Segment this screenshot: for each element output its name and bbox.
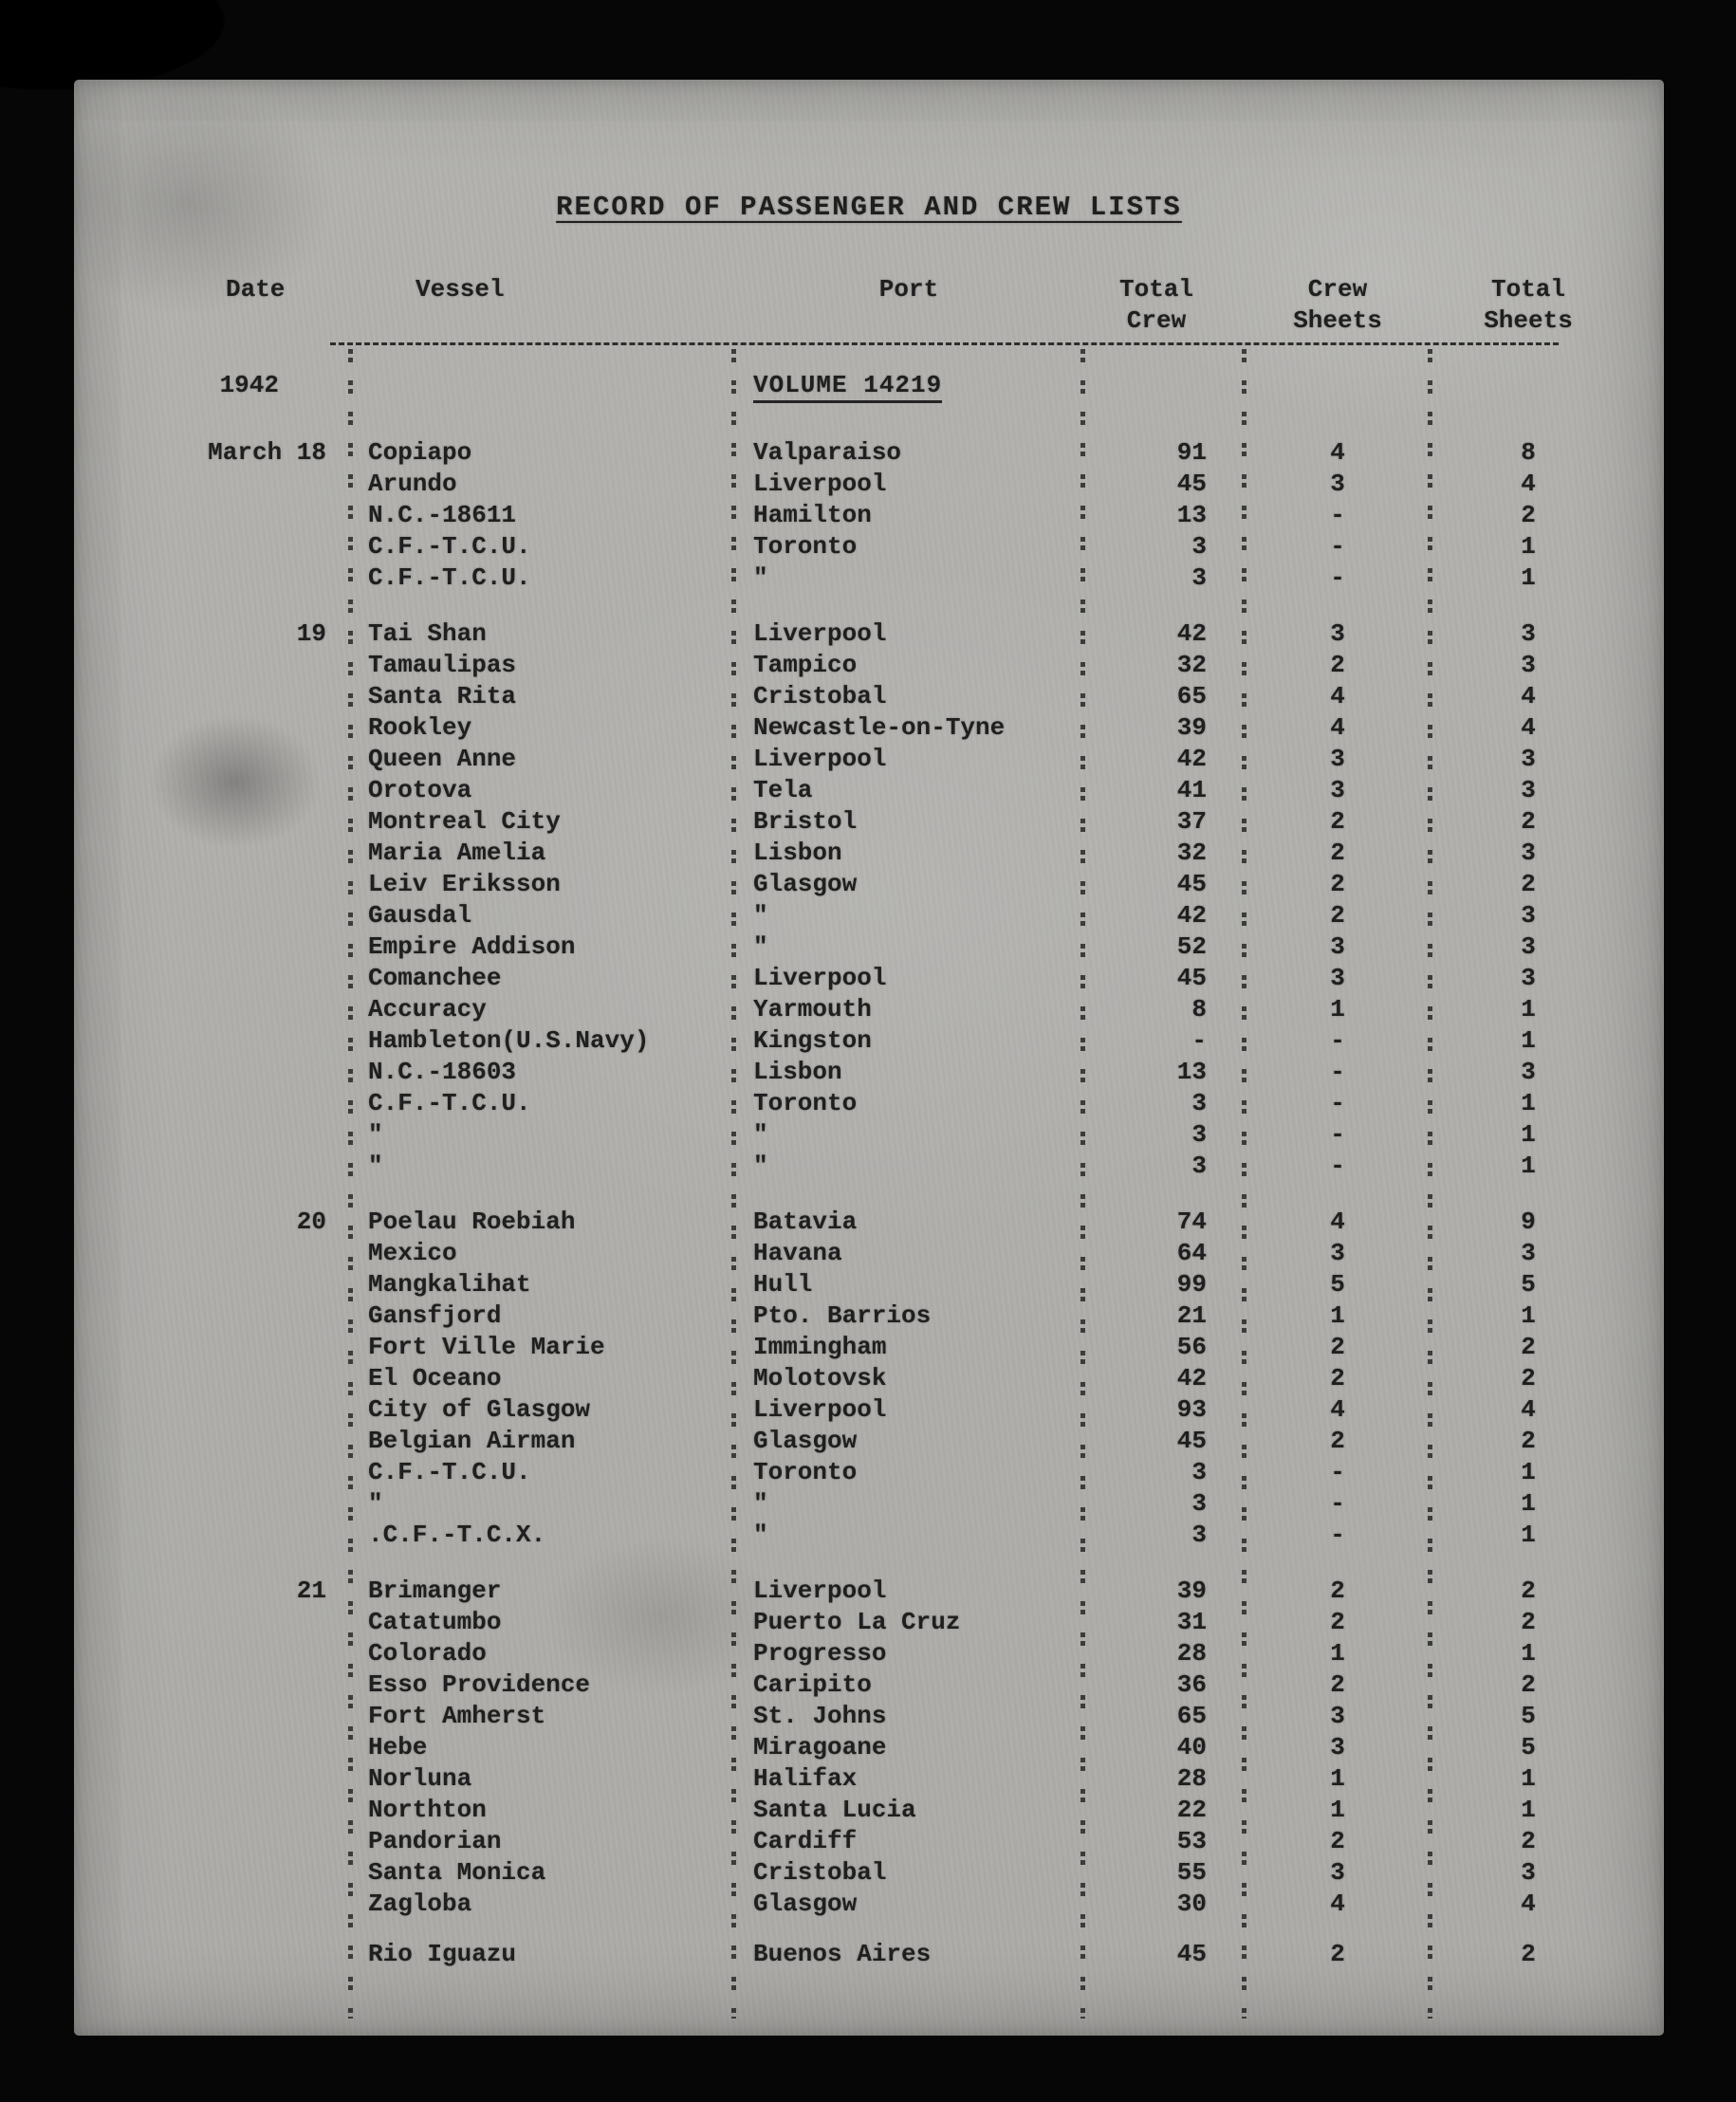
total-crew-cell: 41 <box>1176 776 1207 804</box>
col-header-total-crew-line2: Crew <box>1126 306 1187 335</box>
crew-sheets-cell: 2 <box>1330 1608 1345 1636</box>
vessel-cell: " <box>368 1152 383 1180</box>
crew-sheets-cell: 3 <box>1330 1702 1345 1730</box>
total-crew-cell: 65 <box>1176 1702 1207 1730</box>
vessel-cell: Pandorian <box>368 1827 502 1855</box>
total-crew-cell: 42 <box>1176 901 1207 930</box>
crew-sheets-cell: 2 <box>1330 1364 1345 1392</box>
total-crew-cell: 8 <box>1191 995 1207 1023</box>
total-crew-cell: 28 <box>1176 1639 1207 1668</box>
crew-sheets-cell: - <box>1330 501 1345 529</box>
total-crew-cell: 52 <box>1176 932 1207 961</box>
crew-sheets-cell: - <box>1330 1120 1345 1149</box>
crew-sheets-cell: 2 <box>1330 1333 1345 1361</box>
port-cell: Lisbon <box>753 839 842 867</box>
column-separator-5 <box>1428 349 1432 2019</box>
total-sheets-cell: 1 <box>1521 1120 1536 1149</box>
vessel-cell: N.C.-18603 <box>368 1058 517 1086</box>
total-crew-cell: 3 <box>1191 1458 1207 1486</box>
port-cell: Cristobal <box>753 1858 887 1887</box>
vessel-cell: Brimanger <box>368 1576 502 1605</box>
port-cell: Liverpool <box>753 1395 887 1424</box>
total-crew-cell: 3 <box>1191 563 1207 592</box>
total-crew-cell: 30 <box>1176 1890 1207 1918</box>
vessel-cell: .C.F.-T.C.X. <box>368 1521 546 1549</box>
total-sheets-cell: 4 <box>1521 1890 1536 1918</box>
vessel-cell: Comanchee <box>368 964 502 992</box>
crew-sheets-cell: - <box>1330 1458 1345 1486</box>
port-cell: Havana <box>753 1239 842 1267</box>
port-cell: Molotovsk <box>753 1364 887 1392</box>
crew-sheets-cell: 2 <box>1330 901 1345 930</box>
document-title: RECORD OF PASSENGER AND CREW LISTS <box>556 192 1182 223</box>
crew-sheets-cell: 4 <box>1330 438 1345 467</box>
total-crew-cell: 3 <box>1191 532 1207 561</box>
total-crew-cell: 3 <box>1191 1152 1207 1180</box>
total-sheets-cell: 3 <box>1521 901 1536 930</box>
port-cell: Glasgow <box>753 870 858 898</box>
col-header-total-sheets-line2: Sheets <box>1484 306 1573 335</box>
crew-sheets-cell: 1 <box>1330 1301 1345 1330</box>
port-cell: Liverpool <box>753 619 887 648</box>
column-separator-3 <box>1080 349 1085 2019</box>
total-sheets-cell: 3 <box>1521 1239 1536 1267</box>
total-sheets-cell: 3 <box>1521 619 1536 648</box>
total-crew-cell: 65 <box>1176 682 1207 710</box>
document-page <box>74 80 1664 2036</box>
vessel-cell: Rookley <box>368 713 472 742</box>
vessel-cell: " <box>368 1489 383 1518</box>
vessel-cell: Northton <box>368 1796 487 1824</box>
total-crew-cell: 39 <box>1176 713 1207 742</box>
total-sheets-cell: 2 <box>1521 1608 1536 1636</box>
crew-sheets-cell: 3 <box>1330 470 1345 498</box>
port-cell: " <box>753 1489 768 1518</box>
total-crew-cell: 13 <box>1176 501 1207 529</box>
port-cell: " <box>753 901 768 930</box>
crew-sheets-cell: 3 <box>1330 619 1345 648</box>
vessel-cell: C.F.-T.C.U. <box>368 1089 531 1117</box>
total-sheets-cell: 2 <box>1521 870 1536 898</box>
vessel-cell: City of Glasgow <box>368 1395 591 1424</box>
total-crew-cell: 91 <box>1176 438 1207 467</box>
col-header-port-label: Port <box>878 275 939 304</box>
total-sheets-cell: 3 <box>1521 776 1536 804</box>
total-sheets-cell: 3 <box>1521 745 1536 773</box>
port-cell: " <box>753 1152 768 1180</box>
total-sheets-cell: 4 <box>1521 713 1536 742</box>
col-header-total-crew <box>1095 274 1218 337</box>
total-crew-cell: 21 <box>1176 1301 1207 1330</box>
port-cell: Puerto La Cruz <box>753 1608 961 1636</box>
port-cell: Miragoane <box>753 1733 887 1761</box>
total-sheets-cell: 1 <box>1521 1521 1536 1549</box>
port-cell: Kingston <box>753 1026 872 1055</box>
vessel-cell: Orotova <box>368 776 472 804</box>
total-crew-cell: 40 <box>1176 1733 1207 1761</box>
total-crew-cell: 42 <box>1176 745 1207 773</box>
total-sheets-cell: 1 <box>1521 1301 1536 1330</box>
vessel-cell: Leiv Eriksson <box>368 870 561 898</box>
total-crew-cell: 36 <box>1176 1670 1207 1699</box>
total-sheets-cell: 1 <box>1521 1764 1536 1793</box>
port-cell: " <box>753 1521 768 1549</box>
total-crew-cell: 13 <box>1176 1058 1207 1086</box>
vessel-cell: El Oceano <box>368 1364 502 1392</box>
total-sheets-cell: 1 <box>1521 1796 1536 1824</box>
port-cell: Tampico <box>753 651 858 679</box>
crew-sheets-cell: 2 <box>1330 807 1345 836</box>
crew-sheets-cell: 2 <box>1330 1427 1345 1455</box>
total-crew-cell: 32 <box>1176 651 1207 679</box>
crew-sheets-cell: 2 <box>1330 1576 1345 1605</box>
crew-sheets-cell: 2 <box>1330 839 1345 867</box>
vessel-cell: Empire Addison <box>368 932 576 961</box>
port-cell: St. Johns <box>753 1702 887 1730</box>
col-header-crew-sheets <box>1271 274 1404 337</box>
vessel-cell: Montreal City <box>368 807 561 836</box>
vessel-cell: C.F.-T.C.U. <box>368 532 531 561</box>
total-crew-cell: - <box>1191 1026 1207 1055</box>
total-crew-cell: 22 <box>1176 1796 1207 1824</box>
crew-sheets-cell: 3 <box>1330 932 1345 961</box>
total-crew-cell: 45 <box>1176 1940 1207 1968</box>
total-crew-cell: 31 <box>1176 1608 1207 1636</box>
total-sheets-cell: 1 <box>1521 1152 1536 1180</box>
col-header-total-sheets-line1: Total <box>1490 275 1565 304</box>
total-crew-cell: 56 <box>1176 1333 1207 1361</box>
port-cell: Caripito <box>753 1670 872 1699</box>
total-sheets-cell: 5 <box>1521 1270 1536 1299</box>
crew-sheets-cell: 3 <box>1330 745 1345 773</box>
total-sheets-cell: 2 <box>1521 1364 1536 1392</box>
total-crew-cell: 37 <box>1176 807 1207 836</box>
vessel-cell: Tai Shan <box>368 619 487 648</box>
total-crew-cell: 39 <box>1176 1576 1207 1605</box>
crew-sheets-cell: 2 <box>1330 1827 1345 1855</box>
crew-sheets-cell: 2 <box>1330 1670 1345 1699</box>
total-sheets-cell: 4 <box>1521 1395 1536 1424</box>
col-header-date <box>131 274 340 305</box>
total-sheets-cell: 3 <box>1521 1858 1536 1887</box>
column-separator-2 <box>731 349 736 2019</box>
crew-sheets-cell: 2 <box>1330 1940 1345 1968</box>
port-cell: Toronto <box>753 532 858 561</box>
total-sheets-cell: 3 <box>1521 651 1536 679</box>
total-crew-cell: 93 <box>1176 1395 1207 1424</box>
port-cell: Liverpool <box>753 964 887 992</box>
col-header-crew-sheets-line1: Crew <box>1307 275 1368 304</box>
crew-sheets-cell: 1 <box>1330 1639 1345 1668</box>
port-cell: Lisbon <box>753 1058 842 1086</box>
total-sheets-cell: 1 <box>1521 1089 1536 1117</box>
col-header-crew-sheets-line2: Sheets <box>1293 306 1382 335</box>
port-cell: Pto. Barrios <box>753 1301 932 1330</box>
port-cell: Cardiff <box>753 1827 858 1855</box>
vessel-cell: Copiapo <box>368 438 472 467</box>
total-crew-cell: 3 <box>1191 1489 1207 1518</box>
port-cell: Immingham <box>753 1333 887 1361</box>
vessel-cell: Mangkalihat <box>368 1270 531 1299</box>
vessel-cell: Mexico <box>368 1239 457 1267</box>
total-crew-cell: 45 <box>1176 1427 1207 1455</box>
col-header-total-crew-line1: Total <box>1118 275 1193 304</box>
port-cell: Glasgow <box>753 1890 858 1918</box>
date-cell: 20 <box>296 1208 326 1236</box>
date-cell: March 18 <box>208 438 326 467</box>
col-header-date-label: Date <box>226 275 286 304</box>
port-cell: Toronto <box>753 1089 858 1117</box>
total-sheets-cell: 2 <box>1521 1940 1536 1968</box>
total-sheets-cell: 1 <box>1521 1026 1536 1055</box>
port-cell: Bristol <box>753 807 858 836</box>
vessel-cell: Fort Ville Marie <box>368 1333 605 1361</box>
port-cell: Cristobal <box>753 682 887 710</box>
vessel-cell: Norluna <box>368 1764 472 1793</box>
port-cell: Liverpool <box>753 470 887 498</box>
port-cell: Liverpool <box>753 1576 887 1605</box>
volume-cell <box>746 370 1072 401</box>
total-crew-cell: 42 <box>1176 1364 1207 1392</box>
vessel-cell: N.C.-18611 <box>368 501 517 529</box>
crew-sheets-cell: 4 <box>1330 1395 1345 1424</box>
crew-sheets-cell: - <box>1330 1089 1345 1117</box>
crew-sheets-cell: - <box>1330 1058 1345 1086</box>
port-cell: Liverpool <box>753 745 887 773</box>
date-cell: 19 <box>296 619 326 648</box>
total-crew-cell: 32 <box>1176 839 1207 867</box>
total-sheets-cell: 3 <box>1521 839 1536 867</box>
total-sheets-cell: 1 <box>1521 995 1536 1023</box>
total-crew-cell: 3 <box>1191 1089 1207 1117</box>
total-sheets-cell: 1 <box>1521 563 1536 592</box>
vessel-cell: C.F.-T.C.U. <box>368 1458 531 1486</box>
port-cell: " <box>753 932 768 961</box>
total-sheets-cell: 4 <box>1521 470 1536 498</box>
crew-sheets-cell: 3 <box>1330 964 1345 992</box>
port-cell: Tela <box>753 776 813 804</box>
total-crew-cell: 3 <box>1191 1521 1207 1549</box>
total-crew-cell: 55 <box>1176 1858 1207 1887</box>
vessel-cell: Hebe <box>368 1733 428 1761</box>
total-sheets-cell: 3 <box>1521 1058 1536 1086</box>
vessel-cell: Fort Amherst <box>368 1702 546 1730</box>
total-sheets-cell: 5 <box>1521 1702 1536 1730</box>
crew-sheets-cell: - <box>1330 563 1345 592</box>
total-sheets-cell: 1 <box>1521 1489 1536 1518</box>
total-crew-cell: 74 <box>1176 1208 1207 1236</box>
total-sheets-cell: 3 <box>1521 932 1536 961</box>
total-sheets-cell: 2 <box>1521 501 1536 529</box>
crew-sheets-cell: 1 <box>1330 1764 1345 1793</box>
crew-sheets-cell: - <box>1330 1026 1345 1055</box>
vessel-cell: Tamaulipas <box>368 651 517 679</box>
total-sheets-cell: 9 <box>1521 1208 1536 1236</box>
vessel-cell: Hambleton(U.S.Navy) <box>368 1026 650 1055</box>
crew-sheets-cell: 1 <box>1330 995 1345 1023</box>
total-crew-cell: 45 <box>1176 964 1207 992</box>
total-crew-cell: 99 <box>1176 1270 1207 1299</box>
total-crew-cell: 64 <box>1176 1239 1207 1267</box>
column-separator-1 <box>348 349 353 2019</box>
port-cell: Buenos Aires <box>753 1940 932 1968</box>
port-cell: Toronto <box>753 1458 858 1486</box>
vessel-cell: Maria Amelia <box>368 839 546 867</box>
crew-sheets-cell: 3 <box>1330 1858 1345 1887</box>
port-cell: Valparaiso <box>753 438 902 467</box>
col-header-total-sheets <box>1457 274 1599 337</box>
vessel-cell: Catatumbo <box>368 1608 502 1636</box>
crew-sheets-cell: - <box>1330 1521 1345 1549</box>
port-cell: Glasgow <box>753 1427 858 1455</box>
vessel-cell: Accuracy <box>368 995 487 1023</box>
vessel-cell: Santa Monica <box>368 1858 546 1887</box>
total-sheets-cell: 2 <box>1521 1427 1536 1455</box>
table-header <box>131 274 1599 337</box>
crew-sheets-cell: 2 <box>1330 651 1345 679</box>
crew-sheets-cell: 2 <box>1330 870 1345 898</box>
col-header-vessel-label: Vessel <box>416 275 505 304</box>
total-crew-cell: 3 <box>1191 1120 1207 1149</box>
port-cell: Santa Lucia <box>753 1796 916 1824</box>
total-sheets-cell: 2 <box>1521 1827 1536 1855</box>
crew-sheets-cell: 4 <box>1330 1208 1345 1236</box>
port-cell: Halifax <box>753 1764 858 1793</box>
total-sheets-cell: 1 <box>1521 532 1536 561</box>
total-sheets-cell: 3 <box>1521 964 1536 992</box>
total-sheets-cell: 8 <box>1521 438 1536 467</box>
crew-sheets-cell: - <box>1330 1489 1345 1518</box>
port-cell: Progresso <box>753 1639 887 1668</box>
year-label: 1942 <box>219 371 279 399</box>
vessel-cell: Colorado <box>368 1639 487 1668</box>
port-cell: Yarmouth <box>753 995 872 1023</box>
total-sheets-cell: 5 <box>1521 1733 1536 1761</box>
crew-sheets-cell: 3 <box>1330 1239 1345 1267</box>
total-crew-cell: 45 <box>1176 870 1207 898</box>
vessel-cell: " <box>368 1120 383 1149</box>
vessel-cell: Gausdal <box>368 901 472 930</box>
vessel-cell: Poelau Roebiah <box>368 1208 576 1236</box>
vessel-cell: Rio Iguazu <box>368 1940 517 1968</box>
vessel-cell: Arundo <box>368 470 457 498</box>
vessel-cell: Gansfjord <box>368 1301 502 1330</box>
total-crew-cell: 28 <box>1176 1764 1207 1793</box>
vessel-cell: Santa Rita <box>368 682 517 710</box>
total-sheets-cell: 4 <box>1521 682 1536 710</box>
total-sheets-cell: 2 <box>1521 1670 1536 1699</box>
col-header-vessel <box>362 274 723 305</box>
port-cell: " <box>753 1120 768 1149</box>
total-crew-cell: 42 <box>1176 619 1207 648</box>
crew-sheets-cell: 4 <box>1330 682 1345 710</box>
crew-sheets-cell: 3 <box>1330 1733 1345 1761</box>
total-crew-cell: 53 <box>1176 1827 1207 1855</box>
vessel-cell: Belgian Airman <box>368 1427 576 1455</box>
port-cell: Batavia <box>753 1208 858 1236</box>
crew-sheets-cell: 4 <box>1330 1890 1345 1918</box>
port-cell: Newcastle-on-Tyne <box>753 713 1006 742</box>
total-sheets-cell: 2 <box>1521 1576 1536 1605</box>
crew-sheets-cell: 5 <box>1330 1270 1345 1299</box>
column-separator-4 <box>1242 349 1247 2019</box>
vessel-cell: Zagloba <box>368 1890 472 1918</box>
date-cell: 21 <box>296 1576 326 1605</box>
vessel-cell: Queen Anne <box>368 745 517 773</box>
port-cell: " <box>753 563 768 592</box>
crew-sheets-cell: 3 <box>1330 776 1345 804</box>
total-sheets-cell: 1 <box>1521 1458 1536 1486</box>
crew-sheets-cell: 1 <box>1330 1796 1345 1824</box>
total-sheets-cell: 1 <box>1521 1639 1536 1668</box>
total-sheets-cell: 2 <box>1521 1333 1536 1361</box>
vessel-cell: Esso Providence <box>368 1670 591 1699</box>
port-cell: Hull <box>753 1270 813 1299</box>
header-underline <box>330 342 1559 345</box>
volume-label: VOLUME 14219 <box>753 371 942 403</box>
col-header-port <box>746 274 1072 305</box>
vessel-cell: C.F.-T.C.U. <box>368 563 531 592</box>
crew-sheets-cell: - <box>1330 532 1345 561</box>
total-sheets-cell: 2 <box>1521 807 1536 836</box>
total-crew-cell: 45 <box>1176 470 1207 498</box>
port-cell: Hamilton <box>753 501 872 529</box>
crew-sheets-cell: - <box>1330 1152 1345 1180</box>
crew-sheets-cell: 4 <box>1330 713 1345 742</box>
